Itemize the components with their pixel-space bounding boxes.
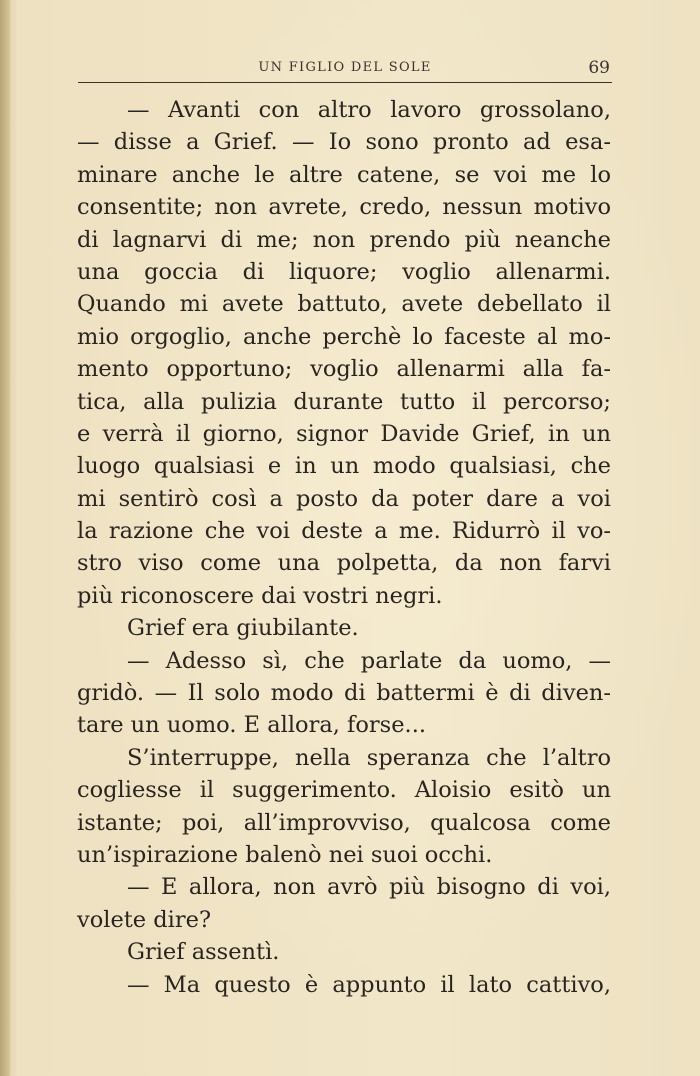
text-line: gridò. — Il solo modo di battermi è di diven- (77, 680, 611, 707)
text-line: di lagnarvi di me; non prendo più neanche (77, 226, 611, 253)
page-header (78, 58, 612, 84)
body-text (77, 94, 611, 1001)
text-line: minare anche le altre catene, se voi me lo (77, 161, 611, 188)
header-rule (78, 82, 612, 83)
page-binding-edge (0, 0, 10, 1076)
text-line: mi sentirò così a posto da poter dare a voi (77, 485, 611, 512)
text-line: — Adesso sì, che parlate da uomo, — (127, 647, 611, 674)
text-line: cogliesse il suggerimento. Aloisio esitò un (77, 777, 611, 804)
text-line: — Avanti con altro lavoro grossolano, (127, 97, 611, 123)
text-line: S’interruppe, nella speranza che l’altro (127, 744, 611, 771)
text-line: luogo qualsiasi e in un modo qualsiasi, che (77, 453, 611, 480)
page-number: 69 (588, 58, 610, 78)
running-title: UN FIGLIO DEL SOLE (258, 60, 432, 75)
text-line: consentite; non avrete, credo, nessun motivo (77, 194, 611, 221)
text-line: la razione che voi deste a me. Ridurrò il vo- (77, 518, 611, 545)
text-line: Grief era giubilante. (127, 615, 359, 642)
text-line: — disse a Grief. — Io sono pronto ad esa- (77, 129, 611, 156)
text-line: mio orgoglio, anche perchè lo faceste al mo- (77, 323, 611, 350)
text-line: e verrà il giorno, signor Davide Grief, in un (77, 420, 611, 447)
text-line: — E allora, non avrò più bisogno di voi, (127, 874, 611, 901)
text-line: — Ma questo è appunto il lato cattivo, (127, 971, 611, 998)
text-line: mento opportuno; voglio allenarmi alla fa- (77, 356, 611, 383)
text-line: più riconoscere dai vostri negri. (77, 582, 443, 609)
text-line: Grief assentì. (127, 939, 280, 966)
text-line: tica, alla pulizia durante tutto il percorso; (77, 388, 611, 415)
text-line: istante; poi, all’improvviso, qualcosa come (77, 809, 611, 836)
text-line: una goccia di liquore; voglio allenarmi. (77, 258, 611, 285)
text-line: tare un uomo. E allora, forse... (77, 712, 426, 739)
text-line: un’ispirazione balenò nei suoi occhi. (77, 841, 493, 868)
text-line: volete dire? (77, 906, 212, 933)
text-line: stro viso come una polpetta, da non farvi (77, 550, 611, 577)
text-line: Quando mi avete battuto, avete debellato il (77, 291, 611, 318)
